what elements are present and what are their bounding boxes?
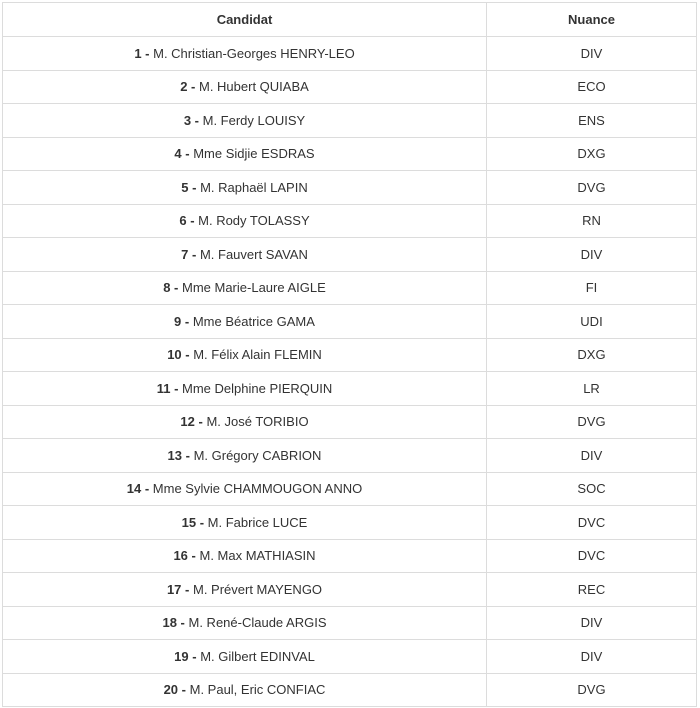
candidate-name: M. Hubert QUIABA [198,79,309,95]
candidate-cell [3,506,487,540]
table-row [3,405,697,439]
table-row [3,439,697,473]
nuance-cell: DIV [487,640,697,674]
candidate-number: 9 [174,313,182,329]
candidate-name: M. Grégory CABRION [193,447,322,463]
table-row [3,573,697,607]
candidate-cell [3,539,487,573]
candidate-separator: - [178,682,190,698]
nuance-cell: SOC [487,472,697,506]
candidates-body [3,37,697,707]
candidate-name: M. Gilbert EDINVAL [200,648,315,664]
candidate-separator: - [188,648,201,664]
nuance-cell: DVG [487,171,697,205]
table-row [3,271,697,305]
candidate-cell [3,573,487,607]
candidate-cell [3,606,487,640]
candidate-number: 20 [163,682,179,698]
candidate-name: Mme Sylvie CHAMMOUGON ANNO [152,481,363,497]
nuance-cell: FI [487,271,697,305]
candidate-separator: - [186,213,199,229]
candidate-number: 13 [167,447,183,463]
candidate-separator: - [188,246,200,262]
candidate-number: 14 [126,481,142,497]
candidate-name: Mme Delphine PIERQUIN [182,380,333,396]
candidate-column-header: Candidat [3,3,487,37]
candidate-separator: - [194,414,207,430]
candidate-name: M. Paul, Eric CONFIAC [189,682,326,698]
candidate-number: 6 [179,213,187,229]
candidate-number: 17 [166,581,182,597]
table-row [3,204,697,238]
table-row [3,372,697,406]
candidate-cell [3,104,487,138]
nuance-cell: DIV [487,606,697,640]
candidate-name: M. René-Claude ARGIS [188,615,327,631]
nuance-cell: DIV [487,439,697,473]
candidate-number: 8 [163,280,171,296]
nuance-cell: ECO [487,70,697,104]
candidate-name: M. Prévert MAYENGO [192,581,323,597]
candidate-name: M. José TORIBIO [206,414,309,430]
candidate-separator: - [141,481,153,497]
candidate-number: 4 [174,146,182,162]
candidate-number: 3 [183,112,192,128]
nuance-cell: DVG [487,405,697,439]
candidate-name: M. Max MATHIASIN [199,548,316,564]
candidate-separator: - [196,514,208,530]
candidate-number: 7 [181,246,189,262]
candidate-separator: - [170,380,183,396]
nuance-cell: DVC [487,506,697,540]
candidate-cell [3,70,487,104]
candidate-name: Mme Marie-Laure AIGLE [182,280,326,296]
table-row [3,606,697,640]
candidate-separator: - [170,280,182,296]
candidate-cell [3,439,487,473]
candidate-cell [3,338,487,372]
candidate-name: M. Christian-Georges HENRY-LEO [153,45,355,61]
table-row [3,137,697,171]
table-row [3,506,697,540]
candidate-name: M. Raphaël LAPIN [200,179,308,195]
candidate-cell [3,238,487,272]
candidate-separator: - [187,79,199,95]
candidate-number: 12 [180,414,195,430]
candidate-cell [3,271,487,305]
candidate-separator: - [181,581,193,597]
candidate-cell [3,137,487,171]
candidate-number: 19 [174,648,189,664]
candidate-number: 11 [156,380,171,396]
table-row [3,238,697,272]
candidate-name: M. Fauvert SAVAN [199,246,308,262]
candidate-number: 18 [162,615,177,631]
candidate-cell [3,305,487,339]
candidate-number: 5 [181,179,189,195]
table-row [3,104,697,138]
candidate-number: 16 [173,548,188,564]
candidate-separator: - [187,548,200,564]
nuance-cell: ENS [487,104,697,138]
table-row [3,37,697,71]
candidate-name: M. Rody TOLASSY [198,213,310,229]
table-row [3,338,697,372]
candidate-number: 1 [134,45,142,61]
candidate-separator: - [191,112,203,128]
header-row [3,3,697,37]
nuance-cell: REC [487,573,697,607]
candidate-separator: - [176,615,189,631]
candidate-cell [3,171,487,205]
nuance-cell: DXG [487,137,697,171]
table-row [3,539,697,573]
nuance-cell: RN [487,204,697,238]
candidate-name: Mme Béatrice GAMA [192,313,315,329]
nuance-cell: DXG [487,338,697,372]
candidate-separator: - [181,146,194,162]
candidate-cell [3,204,487,238]
table-row [3,70,697,104]
nuance-cell: DVC [487,539,697,573]
candidate-number: 2 [180,79,188,95]
nuance-cell: DVG [487,673,697,707]
candidate-number: 10 [167,347,182,363]
candidate-cell [3,673,487,707]
candidate-cell [3,37,487,71]
table-row [3,472,697,506]
nuance-cell: UDI [487,305,697,339]
candidate-separator: - [188,179,201,195]
nuance-cell: DIV [487,37,697,71]
candidate-cell [3,640,487,674]
candidate-name: M. Ferdy LOUISY [202,112,306,128]
candidate-cell [3,472,487,506]
nuance-cell: DIV [487,238,697,272]
candidate-name: Mme Sidjie ESDRAS [193,146,315,162]
candidate-separator: - [181,313,193,329]
candidates-table [2,2,697,707]
table-row [3,305,697,339]
nuance-cell: LR [487,372,697,406]
table-row [3,673,697,707]
candidate-cell [3,372,487,406]
candidate-name: M. Félix Alain FLEMIN [193,347,322,363]
candidate-separator: - [141,45,154,61]
candidate-separator: - [181,347,194,363]
nuance-column-header: Nuance [487,3,697,37]
table-row [3,171,697,205]
table-row [3,640,697,674]
candidate-separator: - [182,447,194,463]
candidate-cell [3,405,487,439]
candidate-number: 15 [181,514,197,530]
candidate-name: M. Fabrice LUCE [207,514,308,530]
